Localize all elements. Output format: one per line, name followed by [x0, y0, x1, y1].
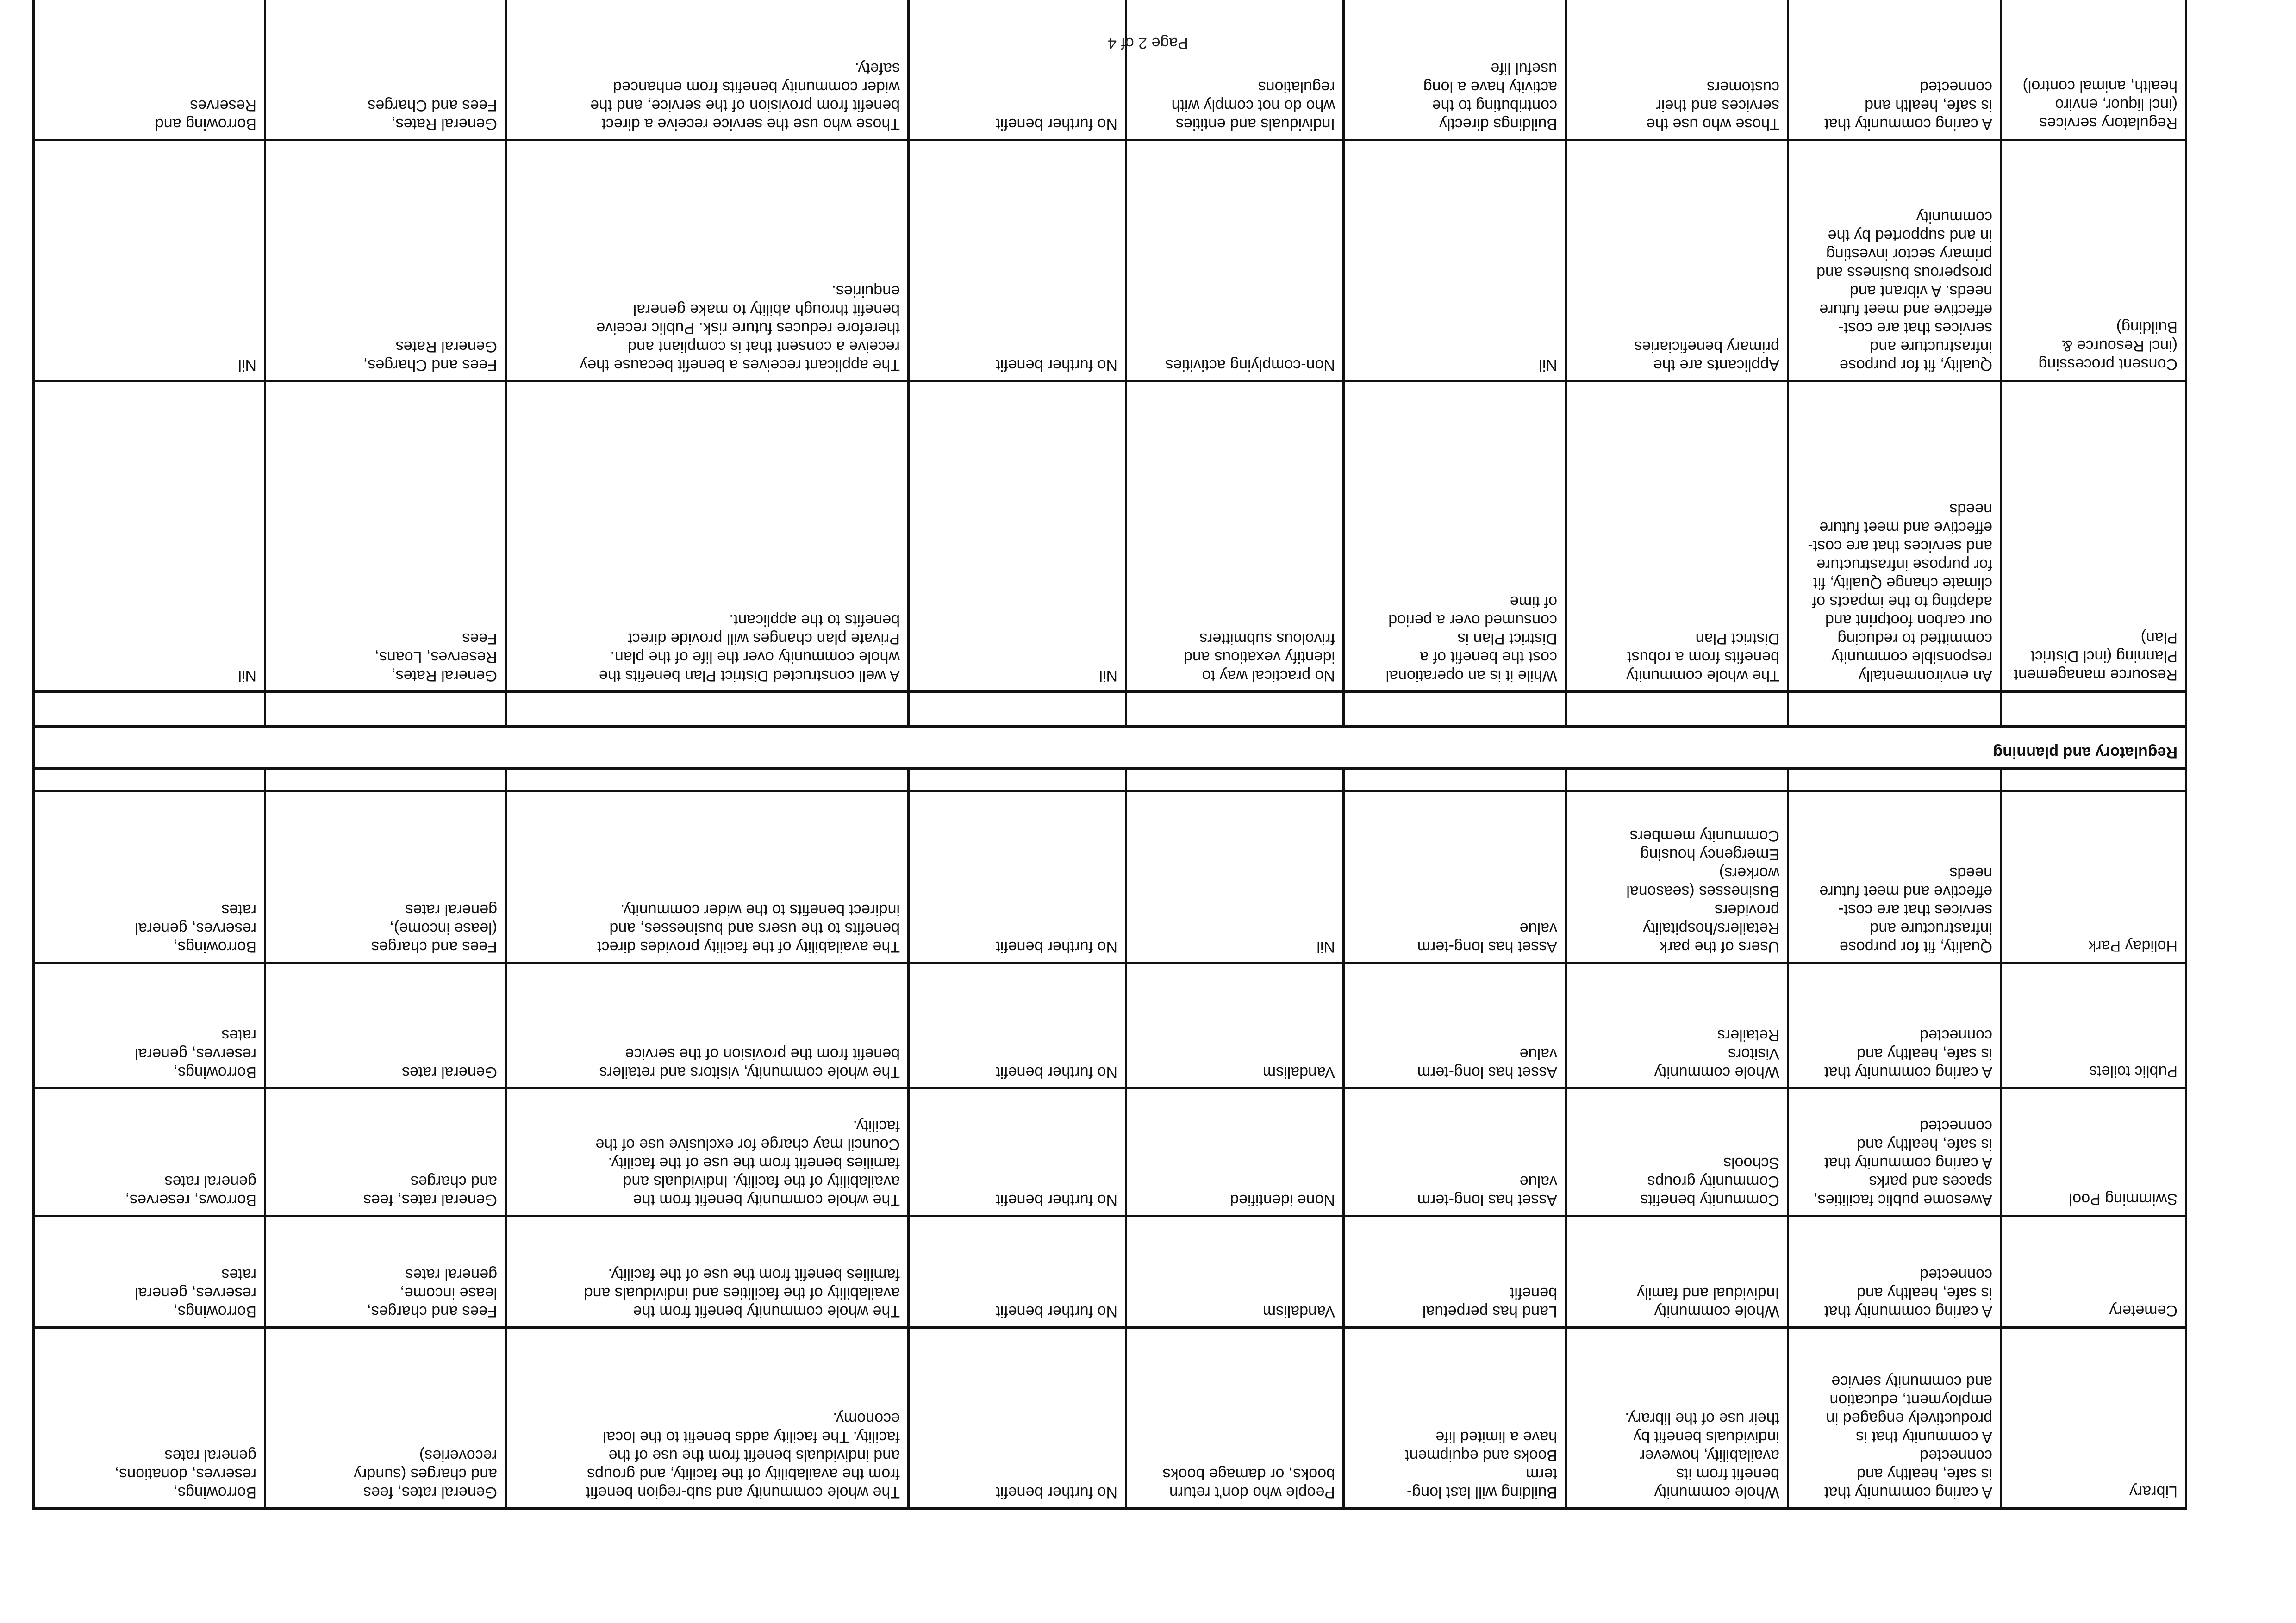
cell-text-line: connected: [1920, 1026, 1992, 1044]
cell-text-line: A community that is: [1856, 1428, 1992, 1446]
cell-text-line: committed to reducing: [1837, 630, 1992, 647]
cell-text-line: Fees and charges: [371, 938, 497, 956]
cell-text-line: primary beneficiaries: [1634, 338, 1779, 355]
cell-text-line: rates: [221, 1266, 256, 1283]
period-cell: [1344, 140, 1566, 381]
cell-text-line: effective and meet future: [1819, 301, 1992, 318]
cell-text-line: lease income,: [400, 1284, 497, 1302]
outcome-cell: [1788, 0, 2001, 140]
cell-text-line: effective and meet future: [1819, 883, 1992, 900]
capex-funding-cell: [34, 1216, 265, 1328]
cell-text-line: recoveries): [419, 1447, 497, 1464]
cell-text-line: facility.: [853, 1117, 900, 1135]
period-cell: [1344, 381, 1566, 692]
cell-text-line: economy.: [833, 1410, 900, 1427]
cell-text-line: providers: [1715, 901, 1779, 919]
cell-text-line: workers): [1719, 864, 1779, 882]
cell-text-line: their use of the library.: [1625, 1410, 1779, 1427]
cell-text-line: employment, education: [1829, 1391, 1992, 1409]
cell-text-line: Applicants are the: [1653, 356, 1779, 374]
cell-text-line: adapting to the impacts of: [1812, 593, 1992, 610]
cell-text-line: books, or damage books: [1162, 1465, 1335, 1483]
cell-text-line: benefits to the applicant.: [729, 611, 900, 629]
cell-text-line: Community members: [1629, 827, 1779, 845]
cell-text-line: value: [1519, 920, 1557, 937]
exacerbators-cell: [1126, 1216, 1344, 1328]
exacerbators-cell: [1126, 791, 1344, 963]
empty-cell: [1344, 769, 1566, 791]
rationale-cell: [506, 1088, 909, 1216]
cell-text-line: contributing to the: [1432, 97, 1557, 114]
cell-text-line: reserves, general: [135, 1045, 256, 1063]
empty-cell: [1344, 692, 1566, 727]
cell-text-line: No further benefit: [996, 115, 1117, 133]
period-cell: [1344, 791, 1566, 963]
beneficiaries-cell: [1566, 0, 1788, 140]
cell-text-line: Vandalism: [1262, 1303, 1335, 1320]
exacerbators-cell: [1126, 963, 1344, 1088]
rationale-cell: [506, 0, 909, 140]
cell-text-line: infrastructure and: [1870, 338, 1992, 355]
cell-text-line: Fees: [462, 630, 497, 647]
cell-text-line: regulations: [1258, 78, 1335, 96]
beneficiaries-cell: [1566, 1088, 1788, 1216]
cell-text-line: An environmentally: [1858, 667, 1992, 684]
outcome-cell: [1788, 140, 2001, 381]
opex-funding-cell: [265, 381, 506, 692]
table-row: [34, 381, 2186, 692]
beneficiaries-cell: [1566, 381, 1788, 692]
separate-funding-cell: [909, 381, 1126, 692]
cell-text-line: Private plan changes will provide direct: [628, 630, 900, 647]
cell-text-line: None identified: [1230, 1191, 1335, 1209]
empty-cell: [1126, 692, 1344, 727]
cell-text-line: consumed over a period: [1388, 611, 1557, 629]
cell-text-line: benefit through ability to make general: [633, 301, 900, 318]
table-row: [34, 791, 2186, 963]
cell-text-line: rates: [221, 901, 256, 919]
cell-text-line: The applicant receives a benefit because they: [580, 356, 900, 374]
cell-text-line: availability of the facility. Individuals and: [623, 1173, 900, 1190]
cell-text-line: value: [1519, 1045, 1557, 1063]
cell-text-line: A caring community that: [1824, 1303, 1992, 1320]
service-name-cell: Public toilets: [2001, 963, 2186, 1088]
cell-text-line: availability, however: [1640, 1447, 1779, 1464]
cell-text-line: needs. A vibrant and: [1849, 282, 1992, 300]
cell-text-line: is safe, health and: [1865, 97, 1992, 114]
opex-funding-cell: [265, 1088, 506, 1216]
cell-text-line: Nil: [1316, 938, 1335, 956]
cell-text-line: availability of the facilities and individuals and: [584, 1284, 900, 1302]
cell-text-line: While it is an operational: [1385, 667, 1557, 684]
cell-text-line: Whole community: [1654, 1063, 1779, 1081]
cell-text-line: Quality, fit for purpose: [1839, 938, 1992, 956]
cell-text-line: is safe, healthy and: [1857, 1045, 1992, 1063]
section-gap-row: [34, 769, 2186, 791]
beneficiaries-cell: [1566, 791, 1788, 963]
cell-text-line: No further benefit: [996, 1191, 1117, 1209]
cell-text-line: customers: [1707, 78, 1779, 96]
cell-text-line: needs: [1949, 864, 1992, 882]
cell-text-line: District Plan: [1695, 630, 1779, 647]
separate-funding-cell: [909, 1216, 1126, 1328]
empty-cell: [506, 692, 909, 727]
capex-funding-cell: [34, 1328, 265, 1509]
table-row: [34, 0, 2186, 140]
cell-text-line: Nil: [238, 667, 256, 684]
cell-text-line: safety.: [855, 60, 900, 77]
cell-text-line: Borrowings,: [173, 1303, 256, 1320]
opex-funding-cell: [265, 1216, 506, 1328]
cell-text-line: connected: [1920, 78, 1992, 96]
rationale-cell: [506, 791, 909, 963]
beneficiaries-cell: [1566, 140, 1788, 381]
cell-text-line: People who don't return: [1169, 1484, 1335, 1501]
cell-text-line: General Rates,: [391, 115, 497, 133]
cell-text-line: Awesome public facilities,: [1813, 1191, 1992, 1209]
opex-funding-cell: [265, 140, 506, 381]
capex-funding-cell: [34, 963, 265, 1088]
empty-cell: [1566, 692, 1788, 727]
cell-text-line: identify vexatious and: [1184, 648, 1335, 666]
outcome-cell: [1788, 1088, 2001, 1216]
exacerbators-cell: [1126, 0, 1344, 140]
exacerbators-cell: [1126, 1088, 1344, 1216]
exacerbators-cell: [1126, 381, 1344, 692]
separate-funding-cell: [909, 0, 1126, 140]
cell-text-line: Borrowing and: [155, 115, 256, 133]
cell-text-line: families benefit from the use of the facility.: [608, 1266, 900, 1283]
cell-text-line: for purpose infrastructure: [1816, 556, 1992, 573]
beneficiaries-cell: [1566, 1216, 1788, 1328]
cell-text-line: A caring community that: [1824, 1063, 1992, 1081]
cell-text-line: benefits from a robust: [1627, 648, 1779, 666]
cell-text-line: General rates, fees: [363, 1191, 497, 1209]
cell-text-line: (lease income),: [389, 920, 497, 937]
cell-text-line: No further benefit: [996, 938, 1117, 956]
cell-text-line: individuals benefit by: [1633, 1428, 1779, 1446]
rationale-cell: [506, 381, 909, 692]
funding-needs-table: [32, 0, 2187, 1510]
opex-funding-cell: [265, 791, 506, 963]
cell-text-line: reserves, donations,: [114, 1465, 256, 1483]
cell-text-line: spaces and parks: [1869, 1173, 1992, 1190]
cell-text-line: No further benefit: [996, 1063, 1117, 1081]
cell-text-line: Retailers: [1717, 1026, 1779, 1044]
rationale-cell: [506, 1328, 909, 1509]
rationale-cell: [506, 140, 909, 381]
table-row: [34, 1328, 2186, 1509]
cell-text-line: connected: [1920, 1447, 1992, 1464]
cell-text-line: Emergency housing: [1640, 846, 1779, 863]
opex-funding-cell: [265, 1328, 506, 1509]
outcome-cell: [1788, 1216, 2001, 1328]
cell-text-line: Schools: [1723, 1154, 1779, 1172]
cell-text-line: The whole community and sub-region benefit: [586, 1484, 900, 1501]
cell-text-line: in and supported by the: [1828, 227, 1992, 244]
cell-text-line: prosperous business and: [1816, 264, 1992, 281]
cell-text-line: primary sector investing: [1826, 245, 1992, 263]
cell-text-line: useful life: [1491, 60, 1557, 77]
cell-text-line: our carbon footprint and: [1825, 611, 1992, 629]
cell-text-line: benefit: [1510, 1284, 1557, 1302]
separate-funding-cell: [909, 1088, 1126, 1216]
service-name-cell: Library: [2001, 1328, 2186, 1509]
cell-text-line: Those who use the: [1646, 115, 1779, 133]
separate-funding-cell: [909, 791, 1126, 963]
cell-text-line: who do not comply with: [1171, 97, 1335, 114]
cell-text-line: Fees and Charges,: [363, 356, 497, 374]
cell-text-line: Reserves: [190, 97, 256, 114]
table-row: [34, 1216, 2186, 1328]
service-name-cell: Swimming Pool: [2001, 1088, 2186, 1216]
cell-text-line: Fees and Charges: [368, 97, 497, 114]
cell-text-line: climate change Quality, fit: [1813, 574, 1992, 592]
cell-text-line: Reserves, Loans,: [374, 648, 497, 666]
cell-text-line: whole community over the life of the plan.: [610, 648, 900, 666]
cell-text-line: Non-complying activities: [1165, 356, 1335, 374]
cell-text-line: Fees and charges,: [367, 1303, 497, 1320]
cell-text-line: Asset has long-term: [1417, 1063, 1557, 1081]
cell-text-line: No practical way to: [1202, 667, 1335, 684]
service-name-cell: Cemetery: [2001, 1216, 2186, 1328]
period-cell: [1344, 1216, 1566, 1328]
cell-text-line: responsible community: [1831, 648, 1992, 666]
cell-text-line: Community benefits: [1640, 1191, 1779, 1209]
cell-text-line: Asset has long-term: [1417, 1191, 1557, 1209]
cell-text-line: Visitors: [1728, 1045, 1779, 1063]
empty-cell: [506, 769, 909, 791]
cell-text-line: and individuals benefit from the use of the: [608, 1447, 900, 1464]
cell-text-line: have a limited life: [1435, 1428, 1557, 1446]
separate-funding-cell: [909, 1328, 1126, 1509]
period-cell: [1344, 0, 1566, 140]
cell-text-line: Individuals and entities: [1175, 115, 1335, 133]
cell-text-line: wider community benefits from enhanced: [613, 78, 900, 96]
separate-funding-cell: [909, 963, 1126, 1088]
table-row: [34, 140, 2186, 381]
cell-text-line: Building will last long-: [1406, 1484, 1557, 1501]
cell-text-line: benefit from its: [1676, 1465, 1779, 1483]
exacerbators-cell: [1126, 140, 1344, 381]
empty-cell: [909, 769, 1126, 791]
cell-text-line: and charges: [410, 1173, 497, 1190]
cell-text-line: and services that are cost-: [1808, 537, 1992, 555]
period-cell: [1344, 963, 1566, 1088]
cell-text-line: indirect benefits to the wider community.: [620, 901, 900, 919]
cell-text-line: of time: [1510, 593, 1557, 610]
cell-text-line: is safe, healthy and: [1857, 1136, 1992, 1153]
cell-text-line: connected: [1920, 1266, 1992, 1283]
empty-cell: [909, 692, 1126, 727]
empty-cell: [2001, 769, 2186, 791]
cell-text-line: reserves, general: [135, 920, 256, 937]
cell-text-line: enquiries.: [831, 282, 900, 300]
cell-text-line: Those who use the service receive a direct: [601, 115, 900, 133]
cell-text-line: Books and equipment: [1405, 1447, 1557, 1464]
cell-text-line: Quality, fit for purpose: [1839, 356, 1992, 374]
section-spacer-row: [34, 692, 2186, 727]
cell-text-line: is safe, healthy and: [1857, 1284, 1992, 1302]
capex-funding-cell: [34, 0, 265, 140]
cell-text-line: general rates: [405, 901, 497, 919]
cell-text-line: needs: [1949, 500, 1992, 518]
cell-text-line: community: [1916, 208, 1992, 226]
cell-text-line: A caring community that: [1824, 1154, 1992, 1172]
cell-text-line: The whole community, visitors and retailers: [599, 1063, 900, 1081]
empty-cell: [265, 769, 506, 791]
period-cell: [1344, 1088, 1566, 1216]
cell-text-line: is safe, healthy and: [1857, 1465, 1992, 1483]
cell-text-line: benefits to the users and businesses, and: [609, 920, 900, 937]
cell-text-line: No further benefit: [996, 356, 1117, 374]
cell-text-line: General Rates,: [391, 667, 497, 684]
cell-text-line: Nil: [238, 356, 256, 374]
cell-text-line: Borrowings,: [173, 938, 256, 956]
cell-text-line: Nil: [1099, 667, 1117, 684]
cell-text-line: benefit from the provision of the service: [625, 1045, 900, 1063]
cell-text-line: term: [1526, 1465, 1557, 1483]
capex-funding-cell: [34, 381, 265, 692]
cell-text-line: receive a consent that is compliant and: [628, 338, 900, 355]
beneficiaries-cell: [1566, 1328, 1788, 1509]
table-row: [34, 963, 2186, 1088]
empty-cell: [1788, 692, 2001, 727]
table-row: [34, 1088, 2186, 1216]
empty-cell: [1566, 769, 1788, 791]
cell-text-line: productively engaged in: [1826, 1410, 1992, 1427]
exacerbators-cell: [1126, 1328, 1344, 1509]
cell-text-line: Community groups: [1647, 1173, 1779, 1190]
cell-text-line: Businesses (seasonal: [1626, 883, 1779, 900]
cell-text-line: rates: [221, 1026, 256, 1044]
cell-text-line: Individual and family: [1636, 1284, 1779, 1302]
outcome-cell: [1788, 963, 2001, 1088]
cell-text-line: Users of the park: [1660, 938, 1779, 956]
separate-funding-cell: [909, 140, 1126, 381]
cell-text-line: The whole community: [1626, 667, 1779, 684]
capex-funding-cell: [34, 1088, 265, 1216]
cell-text-line: services that are cost-: [1838, 901, 1992, 919]
cell-text-line: therefore reduces future risk. Public receive: [596, 319, 900, 337]
cell-text-line: effective and meet future: [1819, 519, 1992, 536]
opex-funding-cell: [265, 963, 506, 1088]
beneficiaries-cell: [1566, 963, 1788, 1088]
cell-text-line: Retailers/hospitality: [1643, 920, 1779, 937]
cell-text-line: Nil: [1539, 356, 1557, 374]
cell-text-line: The whole community benefit from the: [633, 1303, 900, 1320]
cell-text-line: from the availability of the facility, and groups: [587, 1465, 900, 1483]
cell-text-line: General Rates: [395, 338, 497, 355]
cell-text-line: reserves, general: [135, 1284, 256, 1302]
cell-text-line: infrastructure and: [1870, 920, 1992, 937]
cell-text-line: services and their: [1656, 97, 1779, 114]
capex-funding-cell: [34, 140, 265, 381]
service-name-cell: Consent processing (incl Resource & Building): [2001, 140, 2186, 381]
cell-text-line: Borrowings,: [173, 1484, 256, 1501]
empty-cell: [1788, 769, 2001, 791]
cell-text-line: Land has perpetual: [1422, 1303, 1557, 1320]
cell-text-line: The availability of the facility provides direct: [597, 938, 900, 956]
cell-text-line: connected: [1920, 1117, 1992, 1135]
cell-text-line: No further benefit: [996, 1484, 1117, 1501]
cell-text-line: general rates: [164, 1173, 256, 1190]
cell-text-line: Whole community: [1654, 1303, 1779, 1320]
cell-text-line: No further benefit: [996, 1303, 1117, 1320]
cell-text-line: general rates: [164, 1447, 256, 1464]
cell-text-line: general rates: [405, 1266, 497, 1283]
cell-text-line: General rates: [402, 1063, 497, 1081]
cell-text-line: General rates, fees: [363, 1484, 497, 1501]
cell-text-line: Buildings directly: [1439, 115, 1557, 133]
section-header-row: [34, 727, 2186, 769]
period-cell: [1344, 1328, 1566, 1509]
cell-text-line: benefit from provision of the service, and the: [590, 97, 900, 114]
rationale-cell: [506, 963, 909, 1088]
cell-text-line: A well constructed District Plan benefits the: [599, 667, 900, 684]
service-name-cell: Resource management Planning (incl District Plan): [2001, 381, 2186, 692]
cell-text-line: frivolous submitters: [1199, 630, 1335, 647]
cell-text-line: Borrowings,: [173, 1063, 256, 1081]
empty-cell: [34, 692, 265, 727]
cell-text-line: Whole community: [1654, 1484, 1779, 1501]
cell-text-line: Council may charge for exclusive use of the: [595, 1136, 900, 1153]
empty-cell: [265, 692, 506, 727]
page-number: Page 2 of 4: [1108, 34, 1188, 52]
cell-text-line: families benefit from the use of the facility.: [608, 1154, 900, 1172]
service-name-cell: Regulatory services (incl liquor, enviro health, animal control): [2001, 0, 2186, 140]
cell-text-line: facility. The facility adds benefit to the local: [603, 1428, 900, 1446]
outcome-cell: [1788, 1328, 2001, 1509]
cell-text-line: A caring community that: [1824, 115, 1992, 133]
empty-cell: [1126, 769, 1344, 791]
empty-cell: [34, 769, 265, 791]
outcome-cell: [1788, 381, 2001, 692]
cell-text-line: Asset has long-term: [1417, 938, 1557, 956]
cell-text-line: Borrows, reserves,: [125, 1191, 256, 1209]
cell-text-line: and community service: [1831, 1373, 1992, 1390]
cell-text-line: A caring community that: [1824, 1484, 1992, 1501]
cell-text-line: value: [1519, 1173, 1557, 1190]
cell-text-line: Vandalism: [1262, 1063, 1335, 1081]
cell-text-line: services that are cost-: [1838, 319, 1992, 337]
cell-text-line: cost the benefit of a: [1420, 648, 1557, 666]
opex-funding-cell: [265, 0, 506, 140]
service-name-cell: Holiday Park: [2001, 791, 2186, 963]
empty-cell: [2001, 692, 2186, 727]
cell-text-line: activity have a long: [1423, 78, 1557, 96]
capex-funding-cell: [34, 791, 265, 963]
cell-text-line: District Plan is: [1457, 630, 1557, 647]
section-title: Regulatory and planning: [34, 727, 2186, 769]
cell-text-line: The whole community benefit from the: [633, 1191, 900, 1209]
outcome-cell: [1788, 791, 2001, 963]
cell-text-line: and charges (sundry: [354, 1465, 497, 1483]
rationale-cell: [506, 1216, 909, 1328]
